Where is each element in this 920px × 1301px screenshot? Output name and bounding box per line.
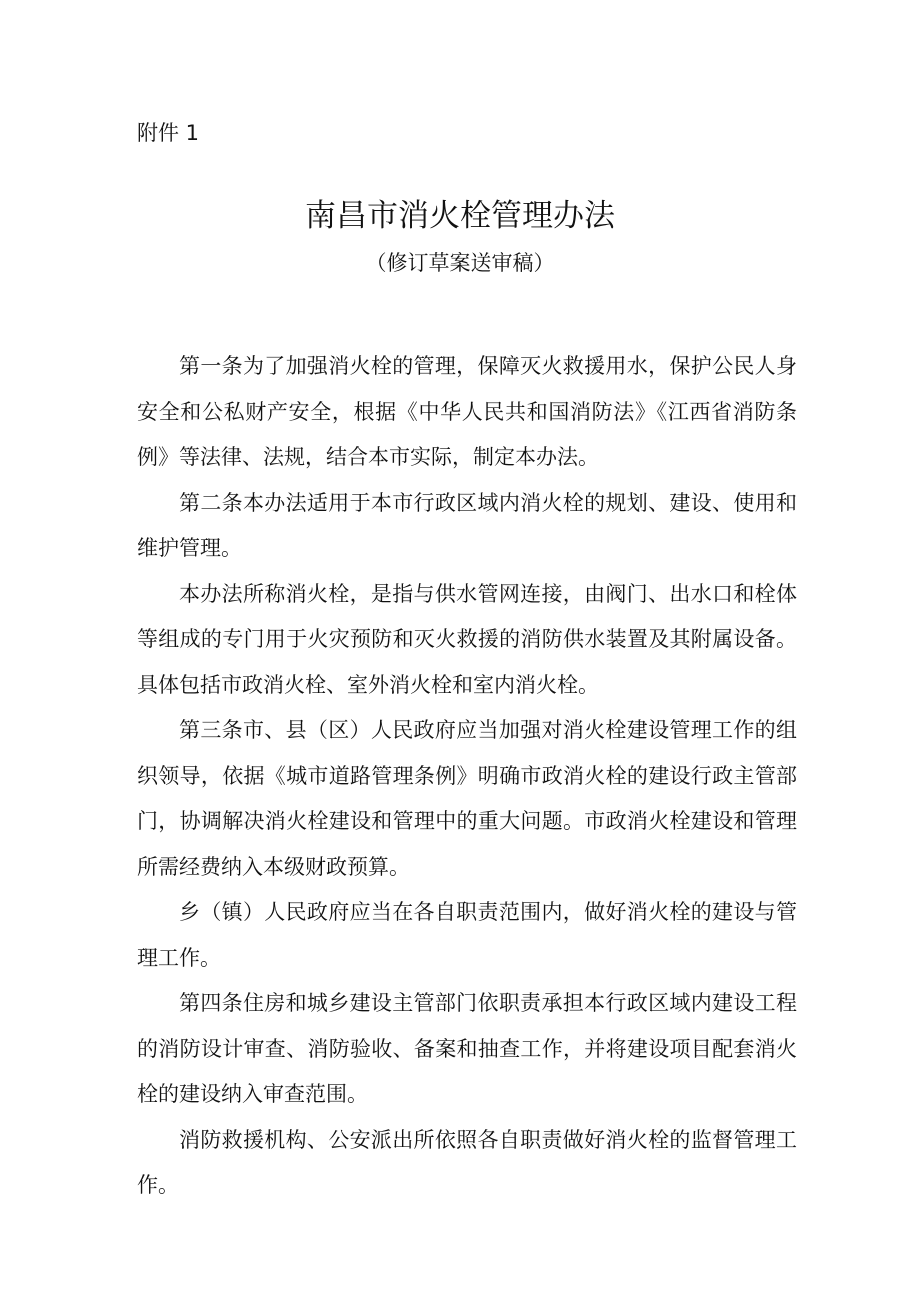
paragraph-township-duty: 乡（镇）人民政府应当在各自职责范围内，做好消火栓的建设与管理工作。: [137, 900, 797, 970]
document-title: 南昌市消火栓管理办法: [305, 198, 615, 234]
document-body: [137, 344, 797, 1209]
paragraph-article-4: 第四条住房和城乡建设主管部门依职责承担本行政区域内建设工程的消防设计审查、消防验收、备案和抽查工作，并将建设项目配套消火栓的建设纳入审查范围。: [137, 991, 797, 1106]
paragraph-article-3: 第三条市、县（区）人民政府应当加强对消火栓建设管理工作的组织领导，依据《城市道路管理条例》明确市政消火栓的建设行政主管部门，协调解决消火栓建设和管理中的重大问题。市政消火栓建设和管理所需经费纳入本级财政预算。: [137, 718, 797, 879]
paragraph-article-1: 第一条为了加强消火栓的管理，保障灭火救援用水，保护公民人身安全和公私财产安全，根据《中华人民共和国消防法》《江西省消防条例》等法律、法规，结合本市实际，制定本办法。: [137, 354, 797, 469]
document-subtitle: （修订草案送审稿）: [365, 251, 555, 275]
paragraph-article-2: 第二条本办法适用于本市行政区域内消火栓的规划、建设、使用和维护管理。: [137, 490, 797, 560]
paragraph-supervision: 消防救援机构、公安派出所依照各自职责做好消火栓的监督管理工作。: [137, 1127, 797, 1197]
attachment-label: 附件 1: [137, 121, 200, 145]
paragraph-hydrant-definition: 本办法所称消火栓，是指与供水管网连接，由阀门、出水口和栓体等组成的专门用于火灾预防和灭火救援的消防供水装置及其附属设备。具体包括市政消火栓、室外消火栓和室内消火栓。: [137, 581, 797, 697]
